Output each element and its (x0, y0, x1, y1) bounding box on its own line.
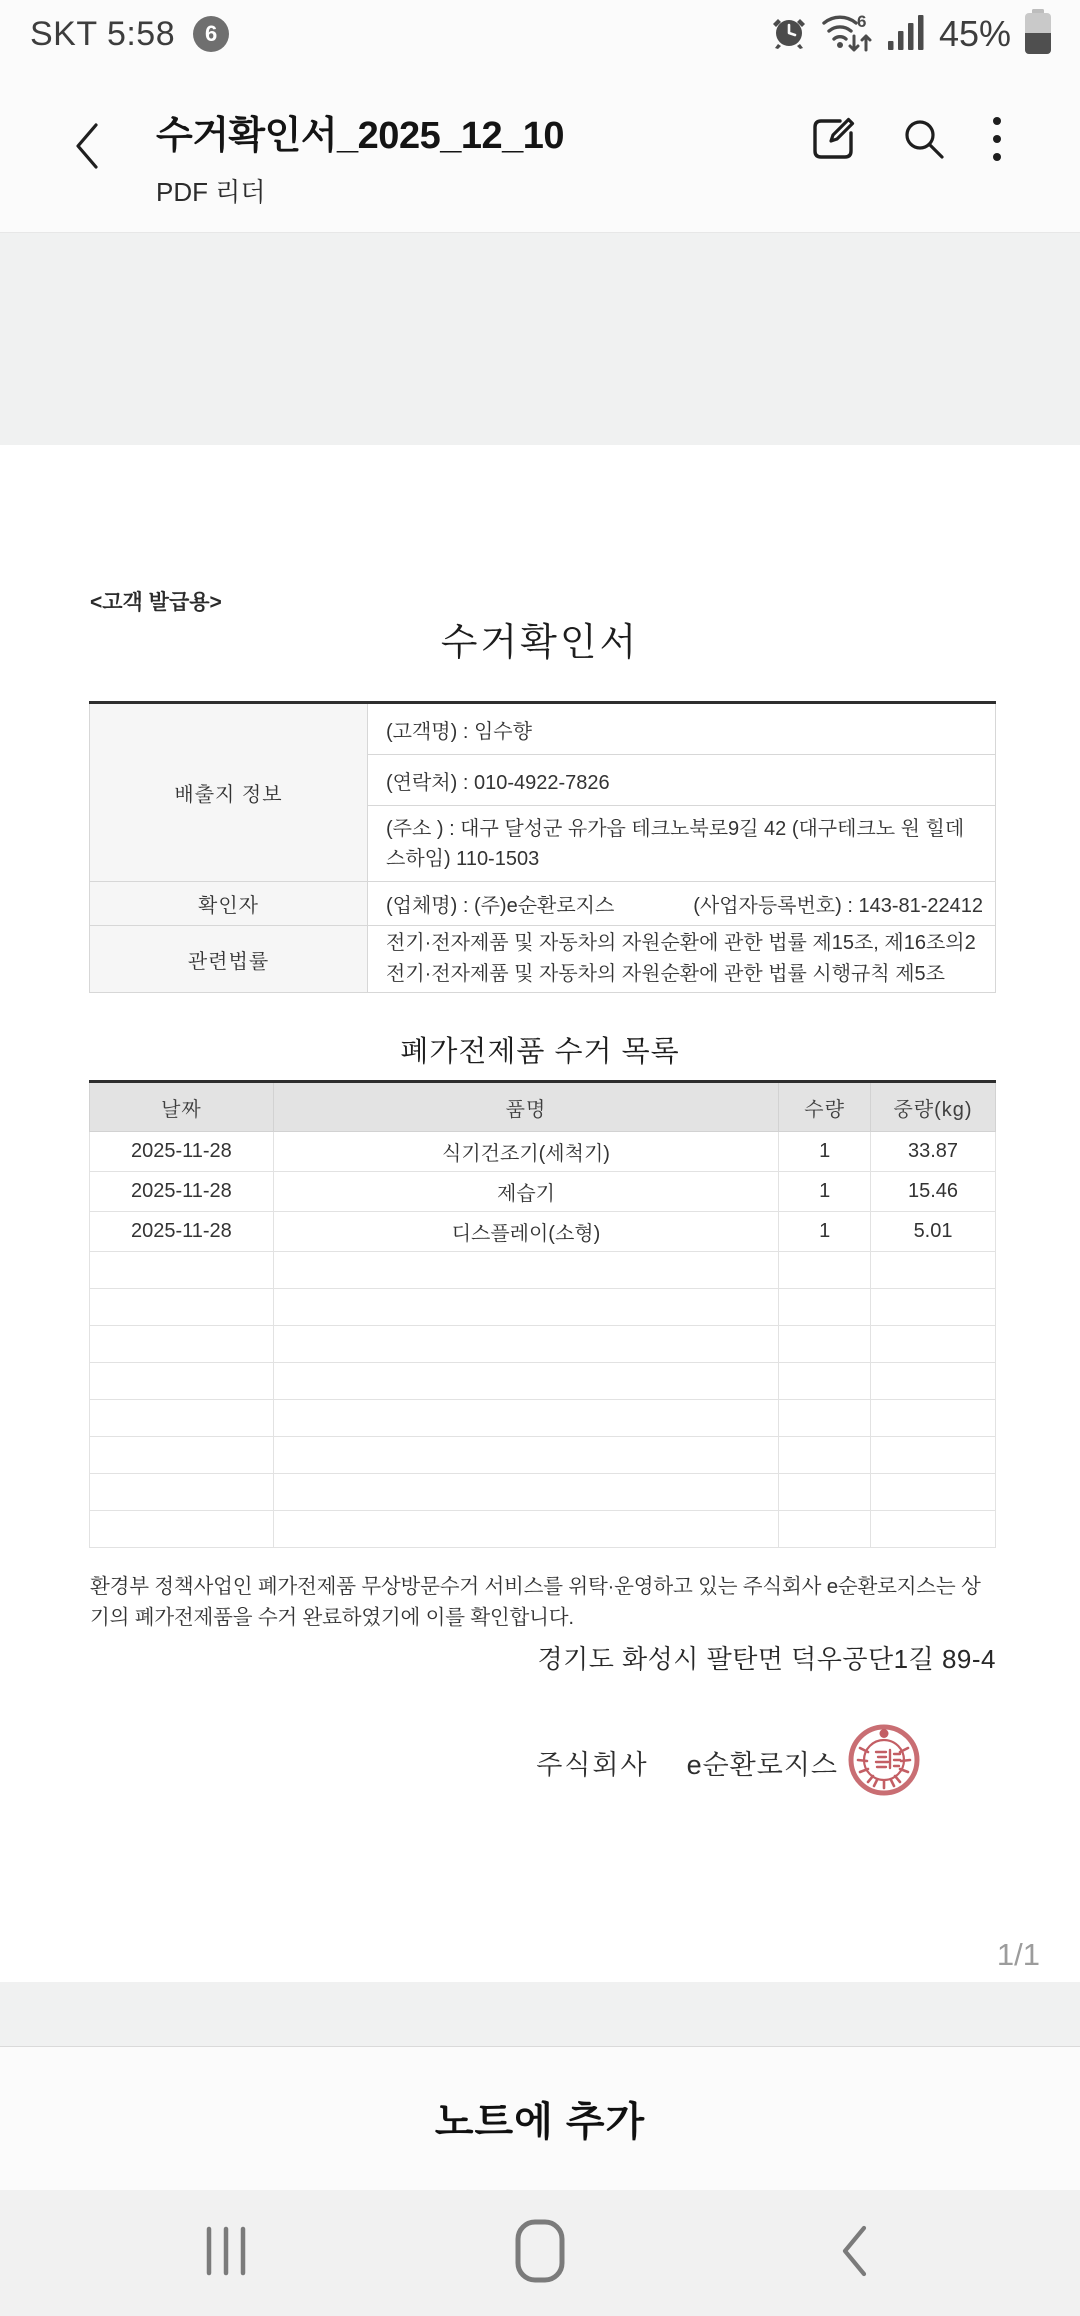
collection-cell: 15.46 (871, 1172, 996, 1212)
search-button[interactable] (900, 115, 948, 168)
home-button[interactable] (508, 2218, 572, 2288)
collection-empty-cell (90, 1326, 274, 1363)
back-icon (838, 2224, 870, 2283)
confirmer-label-cell: 확인자 (90, 882, 368, 926)
confirmation-text: 환경부 정책사업인 폐가전제품 무상방문수거 서비스를 위탁·운영하고 있는 주식회사 e순환로지스는 상기의 폐가전제품을 수거 완료하였기에 이를 확인합니다. (90, 1575, 981, 1629)
collection-cell: 디스플레이(소형) (273, 1212, 778, 1252)
header-item: 품명 (273, 1082, 778, 1132)
collection-empty-cell (273, 1363, 778, 1400)
collection-empty-row (90, 1363, 996, 1400)
company-seal-stamp-icon (846, 1720, 922, 1805)
collection-empty-cell (871, 1511, 996, 1548)
app-bar (0, 62, 1080, 233)
law-line-1: 전기·전자제품 및 자동차의 자원순환에 관한 법률 제15조, 제16조의2 (386, 932, 976, 954)
collection-empty-cell (273, 1400, 778, 1437)
emitter-label-cell: 배출지 정보 (90, 703, 368, 882)
table-row (90, 926, 996, 993)
collection-cell: 1 (779, 1212, 871, 1252)
add-to-note-label: 노트에 추가 (434, 2100, 646, 2144)
collection-empty-cell (273, 1437, 778, 1474)
collection-empty-cell (273, 1326, 778, 1363)
more-vertical-icon (990, 114, 1004, 169)
collection-empty-cell (779, 1400, 871, 1437)
home-icon (515, 2219, 565, 2288)
collection-cell: 2025-11-28 (90, 1132, 274, 1172)
company-address: 경기도 화성시 팔탄면 덕우공단1길 89-4 (537, 1644, 996, 1674)
collection-empty-cell (90, 1437, 274, 1474)
collection-empty-cell (779, 1252, 871, 1289)
collection-empty-cell (871, 1437, 996, 1474)
search-icon (900, 115, 948, 168)
add-to-note-button[interactable] (0, 2046, 1080, 2190)
collection-empty-cell (273, 1511, 778, 1548)
law-label-cell: 관련법률 (90, 926, 368, 993)
collection-empty-row (90, 1252, 996, 1289)
customer-name-cell: (고객명) : 임수향 (368, 703, 996, 755)
collection-row (90, 1132, 996, 1172)
collection-cell: 5.01 (871, 1212, 996, 1252)
collection-cell: 식기건조기(세척기) (273, 1132, 778, 1172)
collection-cell: 제습기 (273, 1172, 778, 1212)
signal-strength-icon (888, 12, 926, 57)
collection-empty-row (90, 1326, 996, 1363)
status-bar (0, 0, 1080, 62)
table-row (90, 882, 996, 926)
collection-row (90, 1212, 996, 1252)
emitter-info-table (89, 701, 996, 993)
collection-empty-cell (90, 1252, 274, 1289)
collection-cell: 33.87 (871, 1132, 996, 1172)
confirmer-value-cell (368, 882, 996, 926)
collection-empty-cell (779, 1363, 871, 1400)
page-indicator: 1/1 (996, 1937, 1040, 1972)
edit-annotate-button[interactable] (808, 114, 858, 169)
collection-cell: 1 (779, 1172, 871, 1212)
notification-badge: 6 (193, 16, 229, 52)
collection-empty-cell (779, 1437, 871, 1474)
document-title: 수거확인서_2025_12_10 (156, 115, 565, 157)
svg-text:6: 6 (856, 11, 867, 31)
business-number-cell: (사업자등록번호) : 143-81-22412 (693, 895, 983, 917)
collection-cell: 2025-11-28 (90, 1172, 274, 1212)
collection-cell: 1 (779, 1132, 871, 1172)
collection-empty-row (90, 1474, 996, 1511)
collection-table (89, 1080, 996, 1548)
collection-empty-cell (779, 1289, 871, 1326)
pdf-page (0, 445, 1080, 1982)
alarm-icon (770, 13, 808, 56)
more-menu-button[interactable] (990, 114, 1004, 169)
collection-empty-cell (779, 1511, 871, 1548)
nav-back-button[interactable] (822, 2218, 886, 2288)
collection-empty-row (90, 1289, 996, 1326)
status-right (770, 9, 1052, 60)
collection-header-row (90, 1082, 996, 1132)
collection-empty-cell (871, 1363, 996, 1400)
back-icon (70, 120, 106, 177)
recents-button[interactable] (194, 2218, 258, 2288)
battery-percent-text: 45% (938, 13, 1011, 54)
recents-icon (204, 2226, 248, 2281)
collection-cell: 2025-11-28 (90, 1212, 274, 1252)
collection-empty-cell (273, 1252, 778, 1289)
header-qty: 수량 (779, 1082, 871, 1132)
wifi6-updown-icon (821, 10, 875, 59)
company-signature-row (536, 1722, 922, 1802)
collection-empty-cell (871, 1252, 996, 1289)
collection-empty-row (90, 1400, 996, 1437)
header-date: 날짜 (90, 1082, 274, 1132)
issue-tag: <고객 발급용> (90, 591, 222, 614)
pdf-doc-title: 수거확인서 (440, 622, 640, 664)
app-name-subtitle: PDF 리더 (156, 177, 266, 207)
status-left (30, 15, 229, 54)
app-titles (156, 104, 564, 209)
address-cell: (주소 ) : 대구 달성군 유가읍 테크노북로9길 42 (대구테크노 원 힐데스하임) 110-1503 (368, 806, 996, 882)
collection-empty-cell (90, 1400, 274, 1437)
collection-empty-cell (273, 1474, 778, 1511)
edit-annotate-icon (808, 114, 858, 169)
collection-empty-row (90, 1437, 996, 1474)
collection-empty-cell (90, 1363, 274, 1400)
collection-empty-cell (779, 1326, 871, 1363)
battery-icon (1024, 9, 1052, 60)
table-row (90, 703, 996, 755)
header-weight: 중량(kg) (871, 1082, 996, 1132)
collection-empty-cell (871, 1289, 996, 1326)
collection-list-title: 폐가전제품 수거 목록 (400, 1036, 680, 1068)
collection-empty-cell (90, 1511, 274, 1548)
carrier-time-text: SKT 5:58 (30, 14, 176, 53)
company-cell: (업체명) : (주)e순환로지스 (386, 895, 615, 917)
collection-empty-cell (871, 1326, 996, 1363)
collection-row (90, 1172, 996, 1212)
pdf-viewer[interactable] (0, 233, 1080, 2046)
app-actions (808, 114, 1004, 169)
collection-empty-cell (871, 1400, 996, 1437)
collection-empty-cell (779, 1474, 871, 1511)
collection-empty-row (90, 1511, 996, 1548)
company-type: 주식회사 (536, 1749, 649, 1780)
contact-cell: (연락처) : 010-4922-7826 (368, 755, 996, 806)
law-line-2: 전기·전자제품 및 자동차의 자원순환에 관한 법률 시행규칙 제5조 (386, 963, 945, 985)
company-name: e순환로지스 (686, 1749, 838, 1780)
back-button[interactable] (70, 120, 106, 177)
law-value-cell (368, 926, 996, 993)
navigation-bar (0, 2190, 1080, 2316)
collection-table-body (90, 1132, 996, 1548)
collection-empty-cell (90, 1474, 274, 1511)
collection-empty-cell (871, 1474, 996, 1511)
collection-empty-cell (90, 1289, 274, 1326)
collection-empty-cell (273, 1289, 778, 1326)
